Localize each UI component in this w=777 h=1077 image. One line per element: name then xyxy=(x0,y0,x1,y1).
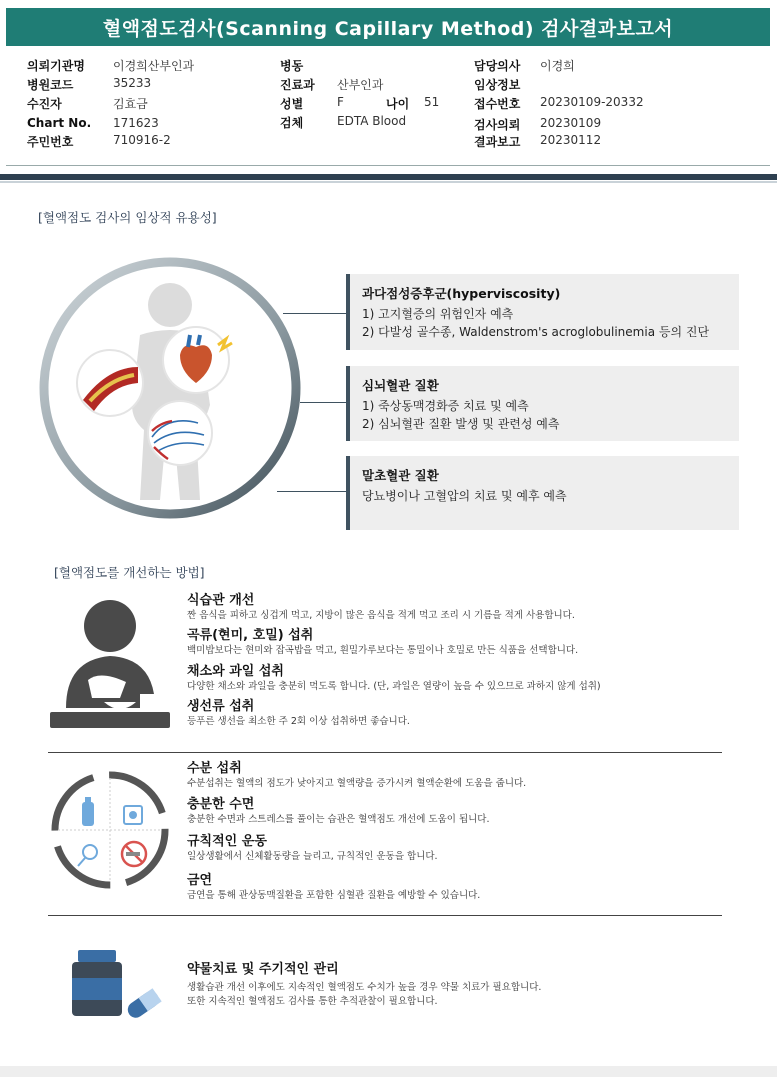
tip-desc: 백미밥보다는 현미와 잡곡밥을 먹고, 흰밀가루보다는 통밀이나 호밀로 만든 식품을 선택합니다. xyxy=(187,645,579,656)
clinical-box-line: 1) 고지혈증의 위험인자 예측 xyxy=(362,307,514,321)
tip-title: 수분 섭취 xyxy=(187,761,242,776)
info-request-date: 검사의뢰 xyxy=(474,118,521,132)
clinical-box-cardiovascular xyxy=(346,366,739,441)
exercise-icon xyxy=(78,845,97,866)
tip-diet-3 xyxy=(187,664,601,694)
tip-diet-1 xyxy=(187,593,575,623)
section-divider-shadow xyxy=(0,181,777,183)
info-patient-value: 김효금 xyxy=(113,97,148,111)
clinical-box-line: 1) 죽상동맥경화증 치료 및 예측 xyxy=(362,399,529,413)
info-report-date: 결과보고 xyxy=(474,135,521,149)
lifestyle-icon-group xyxy=(48,768,172,892)
body-illustration xyxy=(28,255,348,525)
tip-desc: 짠 음식을 피하고 싱겁게 먹고, 지방이 많은 음식을 적게 먹고 조리 시 기름을 적게 사용합니다. xyxy=(187,610,575,621)
info-hospital-code-value: 35233 xyxy=(113,76,152,90)
info-sex: 성별 xyxy=(280,97,304,111)
report-title: 혈액점도검사(Scanning Capillary Method) 검사결과보고서 xyxy=(6,8,770,46)
pill-icon xyxy=(125,988,162,1020)
tip-desc: 생활습관 개선 이후에도 지속적인 혈액점도 수치가 높을 경우 약물 치료가 필요합니다. xyxy=(187,982,542,993)
tip-title: 곡류(현미, 호밀) 섭취 xyxy=(187,628,314,643)
tip-title: 식습관 개선 xyxy=(187,593,255,608)
info-department: 진료과 xyxy=(280,78,315,92)
info-report-date-value: 20230112 xyxy=(540,133,602,147)
tip-title: 금연 xyxy=(187,873,213,888)
info-doctor-value: 이경희 xyxy=(540,59,575,73)
tip-desc: 다양한 채소와 과일을 충분히 먹도록 합니다. (단, 과일은 열량이 높을 수 있으므로 과하지 않게 섭취) xyxy=(187,681,601,692)
tip-life-3 xyxy=(187,834,438,864)
improve-section-title: [혈액점도를 개선하는 방법] xyxy=(54,565,205,580)
footer-band xyxy=(0,1066,777,1077)
clinical-box-title: 과다점성증후군(hyperviscosity) xyxy=(362,286,561,301)
info-age: 나이 xyxy=(386,97,410,111)
tip-desc: 금연을 통해 관상동맥질환을 포함한 심혈관 질환을 예방할 수 있습니다. xyxy=(187,890,481,901)
tip-desc: 등푸른 생선을 최소한 주 2회 이상 섭취하면 좋습니다. xyxy=(187,716,410,727)
water-bottle-icon xyxy=(82,797,94,826)
info-receipt-no: 접수번호 xyxy=(474,97,521,111)
connector-3 xyxy=(277,491,346,492)
tip-title: 약물치료 및 주기적인 관리 xyxy=(187,962,339,977)
connector-2 xyxy=(300,402,346,403)
medicine-bottle-icon xyxy=(72,950,122,1016)
clinical-box-title: 심뇌혈관 질환 xyxy=(362,378,439,393)
info-age-value: 51 xyxy=(424,95,440,109)
heart-icon xyxy=(163,327,232,393)
clinical-box-line: 2) 심뇌혈관 질환 발생 및 관련성 예측 xyxy=(362,417,560,431)
tip-desc: 일상생활에서 신체활동량을 늘리고, 규칙적인 운동을 합니다. xyxy=(187,851,438,862)
clinical-box-line: 당뇨병이나 고혈압의 치료 및 예후 예측 xyxy=(362,489,567,503)
tip-desc: 또한 지속적인 혈액점도 검사를 통한 추적관찰이 필요합니다. xyxy=(187,996,438,1007)
info-doctor: 담당의사 xyxy=(474,59,521,73)
separator-2 xyxy=(48,915,722,916)
info-id-no: 주민번호 xyxy=(27,135,74,149)
info-specimen-value: EDTA Blood xyxy=(337,114,407,128)
tip-title: 채소와 과일 섭취 xyxy=(187,664,284,679)
connector-1 xyxy=(283,313,346,314)
tip-diet-2 xyxy=(187,628,578,658)
tip-diet-4 xyxy=(187,699,410,729)
tip-life-1 xyxy=(187,761,526,791)
info-sex-value: F xyxy=(337,95,344,109)
tip-title: 규칙적인 운동 xyxy=(187,834,267,849)
info-patient: 수진자 xyxy=(27,97,62,111)
info-institution-value: 이경희산부인과 xyxy=(113,59,195,73)
tip-desc: 수분섭취는 혈액의 점도가 낮아지고 혈액량을 증가시켜 혈액순환에 도움을 줍니다. xyxy=(187,778,527,789)
clinical-box-hyperviscosity xyxy=(346,274,739,350)
clinical-box-title: 말초혈관 질환 xyxy=(362,468,439,483)
no-smoking-icon xyxy=(122,842,146,866)
clinical-box-line: 2) 다발성 골수종, Waldenstrom's acroglobulinemia 등의 진단 xyxy=(362,325,710,339)
medication-icon-group xyxy=(66,948,166,1020)
clinical-section-title: [혈액점도 검사의 임상적 유용성] xyxy=(38,210,217,225)
info-receipt-no-value: 20230109-20332 xyxy=(540,95,644,109)
section-divider xyxy=(0,174,777,180)
info-divider xyxy=(6,165,770,166)
info-ward: 병동 xyxy=(280,59,304,73)
tip-title: 생선류 섭취 xyxy=(187,699,255,714)
tip-life-4 xyxy=(187,873,480,903)
tip-life-2 xyxy=(187,797,490,827)
info-hospital-code: 병원코드 xyxy=(27,78,74,92)
info-department-value: 산부인과 xyxy=(337,78,384,92)
info-chart-no-value: 171623 xyxy=(113,116,159,130)
info-request-date-value: 20230109 xyxy=(540,116,602,130)
tip-title: 충분한 수면 xyxy=(187,797,255,812)
tip-desc: 충분한 수면과 스트레스를 풀이는 습관은 혈액점도 개선에 도움이 됩니다. xyxy=(187,814,490,825)
info-id-no-value: 710916-2 xyxy=(113,133,171,147)
info-institution: 의뢰기관명 xyxy=(27,59,85,73)
blood-vessel-icon xyxy=(77,350,143,416)
separator-1 xyxy=(48,752,722,753)
clinical-box-peripheral xyxy=(346,456,739,530)
eating-person-icon xyxy=(48,598,172,730)
info-chart-no: Chart No. xyxy=(27,116,92,130)
capillary-icon xyxy=(148,401,212,465)
sleep-icon xyxy=(124,806,142,824)
info-clinical-info: 임상정보 xyxy=(474,78,521,92)
info-specimen: 검체 xyxy=(280,116,304,130)
tip-medication xyxy=(187,962,541,1009)
